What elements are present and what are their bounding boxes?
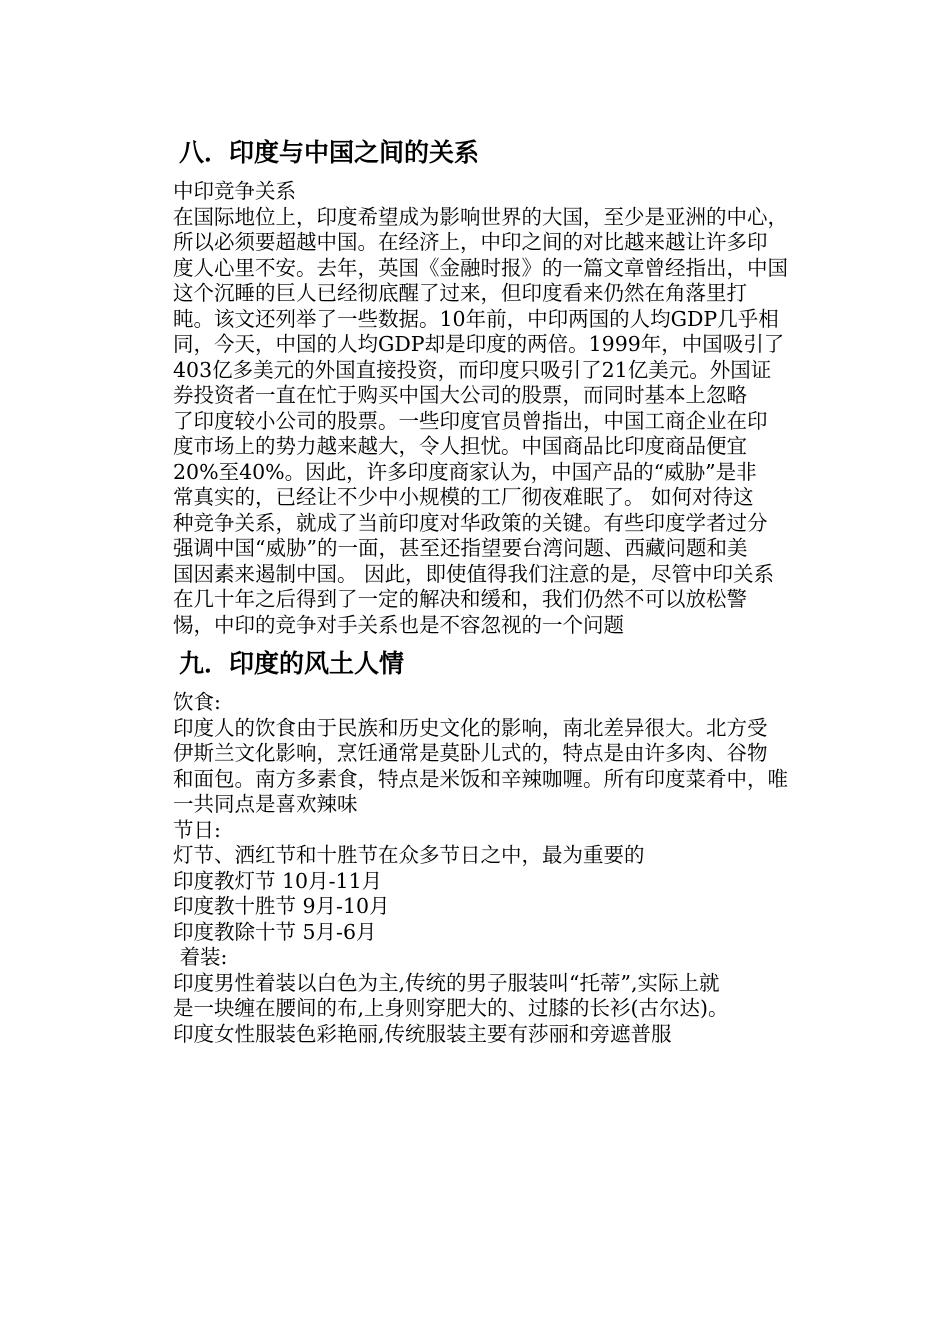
paragraph-line: 在国际地位上，印度希望成为影响世界的大国，至少是亚洲的中心， (173, 204, 788, 229)
paragraph-line: 这个沉睡的巨人已经彻底醒了过来，但印度看来仍然在角落里打 (173, 281, 747, 305)
festival-label: 节日: (173, 817, 221, 842)
list-item: 印度教十胜节 9月-10月 (173, 894, 390, 918)
paragraph-line: 度市场上的势力越来越大，令人担忧。中国商品比印度商品便宜 (173, 434, 747, 458)
paragraph-line: 和面包。南方多素食，特点是米饭和辛辣咖喱。所有印度菜肴中，唯 (173, 766, 788, 791)
food-paragraph (173, 716, 813, 818)
paragraph-line: 度人心里不安。去年，英国《金融时报》的一篇文章曾经指出，中国 (173, 255, 788, 280)
paragraph-line: 403亿多美元的外国直接投资，而印度只吸引了21亿美元。外国证 (173, 357, 772, 382)
list-item: 印度教灯节 10月-11月 (173, 868, 383, 893)
clothing-paragraph (173, 971, 813, 1048)
section-9-heading: 九．印度的风土人情 (179, 649, 405, 678)
paragraph-line: 所以必须要超越中国。在经济上，中印之间的对比越来越让许多印 (173, 230, 768, 254)
clothing-label: 着装: (173, 945, 228, 969)
list-item: 印度教除十节 5月-6月 (173, 919, 377, 944)
festival-list (173, 843, 813, 945)
paragraph-line: 伊斯兰文化影响，烹饪通常是莫卧儿式的，特点是由许多肉、谷物 (173, 741, 768, 765)
paragraph-line: 20%至40%。因此，许多印度商家认为，中国产品的“威胁”是非 (173, 459, 757, 484)
paragraph-line: 是一块缠在腰间的布,上身则穿肥大的、过膝的长衫(古尔达)。 (173, 996, 729, 1020)
paragraph-line: 印度人的饮食由于民族和历史文化的影响，南北差异很大。北方受 (173, 715, 768, 740)
section-8-heading: 八．印度与中国之间的关系 (179, 138, 480, 167)
paragraph-line: 国因素来遏制中国。 因此，即使值得我们注意的是，尽管中印关系 (173, 561, 775, 586)
section-8-paragraph (173, 205, 813, 639)
food-label: 饮食: (173, 690, 221, 714)
paragraph-line: 印度男性着装以白色为主,传统的男子服装叫“托蒂”,实际上就 (173, 970, 720, 995)
paragraph-line: 盹。该文还列举了一些数据。10年前，中印两国的人均GDP几乎相 (173, 306, 779, 331)
list-item: 灯节、洒红节和十胜节在众多节日之中，最为重要的 (173, 843, 645, 867)
section-8-subheading: 中印竞争关系 (173, 179, 296, 203)
paragraph-line: 券投资者一直在忙于购买中国大公司的股票，而同时基本上忽略 (173, 383, 747, 407)
paragraph-line: 印度女性服装色彩艳丽,传统服装主要有莎丽和旁遮普服 (173, 1021, 672, 1046)
paragraph-line: 在几十年之后得到了一定的解决和缓和，我们仍然不可以放松警 (173, 587, 747, 611)
paragraph-line: 一共同点是喜欢辣味 (173, 792, 358, 816)
paragraph-line: 强调中国“威胁”的一面，甚至还指望要台湾问题、西藏问题和美 (173, 536, 748, 560)
paragraph-line: 同，今天，中国的人均GDP却是印度的两倍。1999年，中国吸引了 (173, 332, 785, 356)
paragraph-line: 常真实的，已经让不少中小规模的工厂彻夜难眠了。 如何对待这 (173, 485, 754, 509)
document-content (173, 127, 813, 1047)
paragraph-line: 了印度较小公司的股票。一些印度官员曾指出，中国工商企业在印 (173, 408, 768, 433)
paragraph-line: 种竞争关系，就成了当前印度对华政策的关键。有些印度学者过分 (173, 510, 768, 535)
paragraph-line: 惕，中印的竞争对手关系也是不容忽视的一个问题 (173, 612, 624, 637)
